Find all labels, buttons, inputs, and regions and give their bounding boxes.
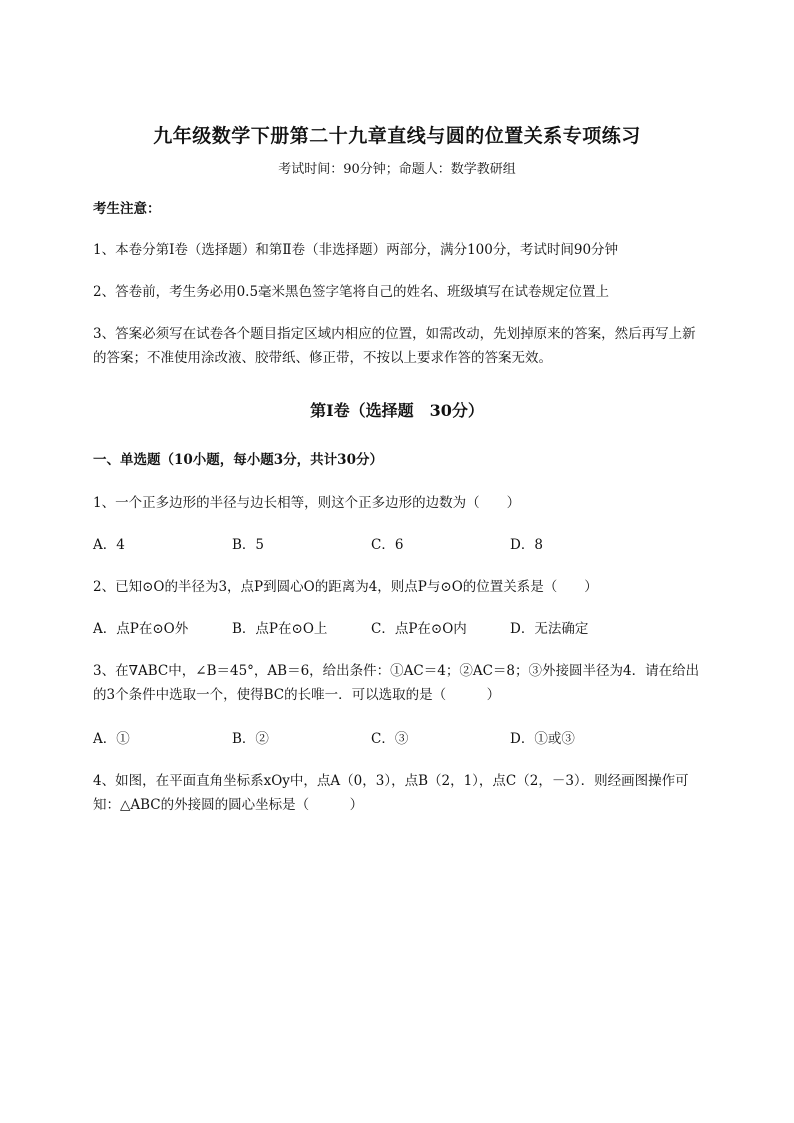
- option-c: C．点P在⊙O内: [371, 621, 467, 637]
- option-b: B．点P在⊙O上: [232, 621, 328, 637]
- option-b: B．②: [232, 731, 269, 747]
- option-d: D．无法确定: [510, 621, 589, 637]
- question-1-options: [93, 533, 705, 557]
- notice-item-1: 1、本卷分第Ⅰ卷（选择题）和第Ⅱ卷（非选择题）两部分，满分100分，考试时间90分钟: [93, 242, 619, 258]
- option-a: A．点P在⊙O外: [93, 621, 189, 637]
- question-1-stem: 1、一个正多边形的半径与边长相等，则这个正多边形的边数为（ ）: [93, 495, 521, 511]
- question-3-options: [93, 727, 705, 751]
- question-4-stem: 4、如图，在平面直角坐标系xOy中，点A（0，3），点B（2，1），点C（2，－3）．则经画图操作可知：△ABC的外接圆的圆心坐标是（ ）: [93, 773, 689, 813]
- question-2-stem: 2、已知⊙O的半径为3，点P到圆心O的距离为4，则点P与⊙O的位置关系是（ ）: [93, 579, 598, 595]
- option-c: C．6: [371, 537, 404, 553]
- section-title: 第Ⅰ卷（选择题 30分）: [310, 401, 484, 420]
- exam-info: 考试时间：90分钟；命题人：数学教研组: [278, 162, 516, 177]
- question-3-stem: 3、在∇ABC中，∠B＝45°，AB＝6，给出条件：①AC＝4；②AC＝8；③外接圆半径为4．请在给出的3个条件中选取一个，使得BC的长唯一．可以选取的是（ ）: [93, 663, 700, 703]
- option-b: B．5: [232, 537, 265, 553]
- notice-item-3: 3、答案必须写在试卷各个题目指定区域内相应的位置，如需改动，先划掉原来的答案，然后再写上新的答案；不准使用涂改液、胶带纸、修正带，不按以上要求作答的答案无效。: [93, 326, 696, 366]
- option-d: D．8: [510, 537, 543, 553]
- question-2-options: [93, 617, 705, 641]
- option-a: A．①: [93, 731, 130, 747]
- notice-item-2: 2、答卷前，考生务必用0.5毫米黑色签字笔将自己的姓名、班级填写在试卷规定位置上: [93, 284, 610, 300]
- option-d: D．①或③: [510, 731, 575, 747]
- option-a: A．4: [93, 537, 125, 553]
- notice-heading: 考生注意：: [93, 201, 161, 217]
- page-title: 九年级数学下册第二十九章直线与圆的位置关系专项练习: [153, 125, 641, 147]
- part-heading: 一、单选题（10小题，每小题3分，共计30分）: [93, 452, 383, 468]
- option-c: C．③: [371, 731, 409, 747]
